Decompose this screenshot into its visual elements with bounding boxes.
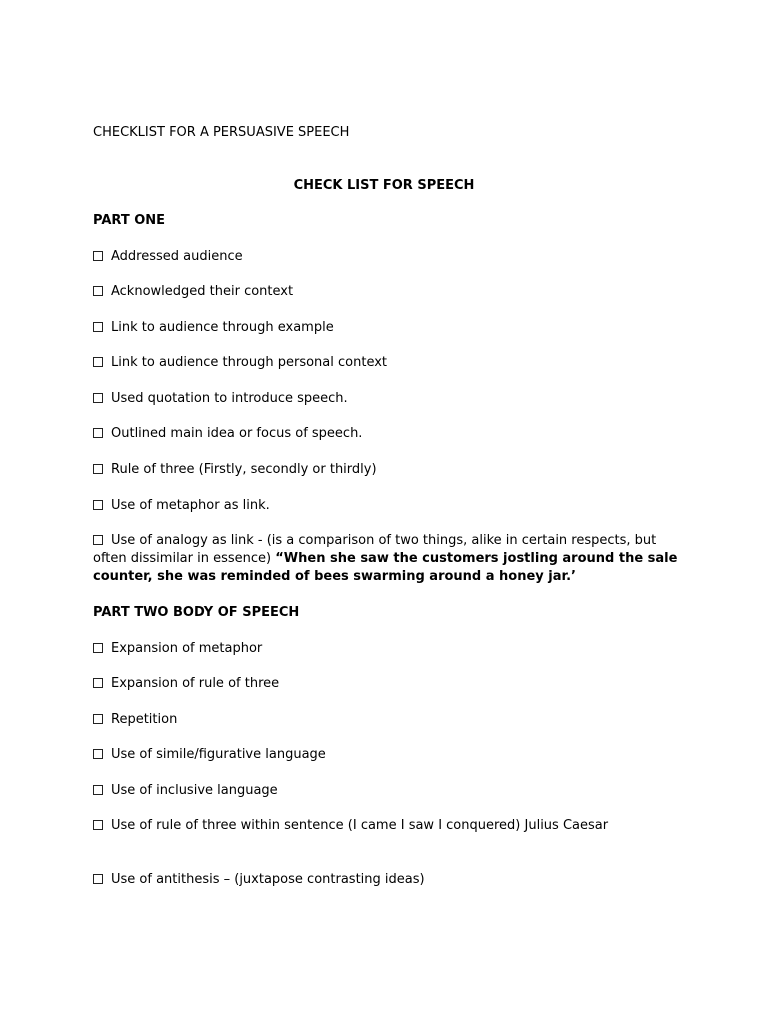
checklist-item-analogy[interactable] bbox=[93, 532, 678, 586]
checkbox-icon[interactable] bbox=[93, 785, 103, 795]
checkbox-icon[interactable] bbox=[93, 535, 103, 545]
checklist-item[interactable] bbox=[93, 871, 425, 889]
part-one-title: PART ONE bbox=[93, 213, 166, 228]
checkbox-icon[interactable] bbox=[93, 643, 103, 653]
checklist-item-label: Use of rule of three within sentence (I came I saw I conquered) Julius Caesar bbox=[111, 818, 609, 833]
checkbox-icon[interactable] bbox=[93, 464, 103, 474]
checklist-item-label: Repetition bbox=[111, 712, 178, 727]
checkbox-icon[interactable] bbox=[93, 357, 103, 367]
checklist-item[interactable] bbox=[93, 711, 177, 729]
checkbox-icon[interactable] bbox=[93, 393, 103, 403]
checklist-item-label: Used quotation to introduce speech. bbox=[111, 391, 348, 406]
checklist-item[interactable] bbox=[93, 497, 270, 515]
checklist-item-label: Use of simile/figurative language bbox=[111, 747, 326, 762]
checklist-item-label: Expansion of rule of three bbox=[111, 676, 280, 691]
checkbox-icon[interactable] bbox=[93, 820, 103, 830]
checkbox-icon[interactable] bbox=[93, 500, 103, 510]
checklist-item[interactable] bbox=[93, 354, 387, 372]
checklist-item-label: Acknowledged their context bbox=[111, 284, 294, 299]
checklist-item[interactable] bbox=[93, 425, 362, 443]
checklist-item-label: Use of analogy as link - (is a comparison of two things, alike in certain respects, but often dissimilar in essence) bbox=[93, 533, 657, 566]
checkbox-icon[interactable] bbox=[93, 749, 103, 759]
checklist-heading: CHECK LIST FOR SPEECH bbox=[293, 178, 475, 193]
part-two-title: PART TWO BODY OF SPEECH bbox=[93, 605, 300, 620]
checklist-item-label: Rule of three (Firstly, secondly or thirdly) bbox=[111, 462, 377, 477]
checklist-item[interactable] bbox=[93, 675, 279, 693]
checklist-item[interactable] bbox=[93, 782, 278, 800]
checklist-item-label: Addressed audience bbox=[111, 249, 243, 264]
document-title: CHECKLIST FOR A PERSUASIVE SPEECH bbox=[93, 125, 350, 140]
checklist-item-label: Expansion of metaphor bbox=[111, 641, 263, 656]
checkbox-icon[interactable] bbox=[93, 874, 103, 884]
checklist-item[interactable] bbox=[93, 283, 293, 301]
checklist-item-label: Outlined main idea or focus of speech. bbox=[111, 426, 363, 441]
checklist-item[interactable] bbox=[93, 461, 377, 479]
checklist-item[interactable] bbox=[93, 746, 326, 764]
checkbox-icon[interactable] bbox=[93, 322, 103, 332]
checklist-item[interactable] bbox=[93, 640, 262, 658]
checklist-item-label: Use of metaphor as link. bbox=[111, 498, 270, 513]
checkbox-icon[interactable] bbox=[93, 428, 103, 438]
checklist-item[interactable] bbox=[93, 319, 334, 337]
checklist-item-label: Link to audience through example bbox=[111, 320, 334, 335]
checkbox-icon[interactable] bbox=[93, 714, 103, 724]
analogy-quote: “When she saw the customers jostling around the sale counter, she was reminded of bees swarming around a honey jar.’ bbox=[93, 551, 678, 584]
checkbox-icon[interactable] bbox=[93, 251, 103, 261]
checklist-item-label: Use of antithesis – (juxtapose contrasting ideas) bbox=[111, 872, 425, 887]
checklist-item[interactable] bbox=[93, 390, 348, 408]
checklist-item-label: Use of inclusive language bbox=[111, 783, 278, 798]
checklist-item[interactable] bbox=[93, 817, 608, 835]
checkbox-icon[interactable] bbox=[93, 286, 103, 296]
checklist-item-label: Link to audience through personal context bbox=[111, 355, 388, 370]
checklist-item[interactable] bbox=[93, 248, 243, 266]
checkbox-icon[interactable] bbox=[93, 678, 103, 688]
